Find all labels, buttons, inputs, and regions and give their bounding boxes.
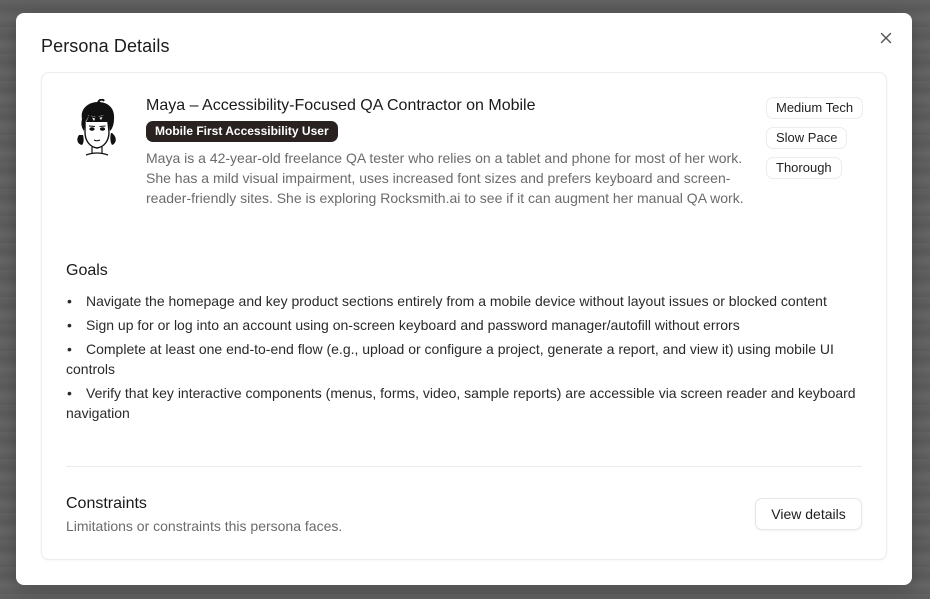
goal-text: Complete at least one end-to-end flow (e.g., upload or configure a project, generate a report, and view it) using mobile UI controls [66, 341, 834, 377]
section-divider [66, 466, 862, 467]
bullet-icon: • [67, 341, 72, 357]
trait-badge-style: Thorough [766, 157, 842, 179]
constraints-heading: Constraints [66, 495, 147, 512]
bullet-icon: • [67, 293, 72, 309]
view-details-button[interactable]: View details [755, 498, 862, 530]
goal-text: Navigate the homepage and key product sections entirely from a mobile device without layout issues or blocked content [86, 293, 827, 309]
trait-badge-pace: Slow Pace [766, 127, 847, 149]
persona-card [41, 72, 887, 560]
goal-text: Verify that key interactive components (menus, forms, video, sample reports) are accessible via screen reader and keyboard navigation [66, 385, 856, 421]
modal-title: Persona Details [41, 36, 170, 56]
persona-avatar-icon [74, 99, 120, 157]
persona-details-modal [16, 13, 912, 585]
goals-heading: Goals [66, 262, 108, 279]
close-icon [880, 32, 892, 44]
persona-type-badge: Mobile First Accessibility User [146, 121, 338, 142]
persona-description: Maya is a 42-year-old freelance QA tester who relies on a tablet and phone for most of her work. She has a mild visual impairment, uses increased font sizes and prefers keyboard and screen-reader-friendly sites. She is exploring Rocksmith.ai to see if it can augment her manual QA work. [146, 150, 744, 206]
trait-badge-tech-level: Medium Tech [766, 97, 863, 119]
constraints-subtitle: Limitations or constraints this persona faces. [66, 518, 343, 534]
bullet-icon: • [67, 385, 72, 401]
goal-item [66, 315, 856, 335]
bullet-icon: • [67, 317, 72, 333]
goal-item [66, 383, 856, 423]
persona-traits [766, 97, 863, 179]
persona-name: Maya – Accessibility-Focused QA Contractor on Mobile [146, 97, 536, 114]
goal-text: Sign up for or log into an account using on-screen keyboard and password manager/autofill without errors [86, 317, 740, 333]
goal-item [66, 291, 856, 311]
goals-list [66, 291, 856, 427]
goal-item [66, 339, 856, 379]
close-button[interactable] [877, 29, 895, 47]
